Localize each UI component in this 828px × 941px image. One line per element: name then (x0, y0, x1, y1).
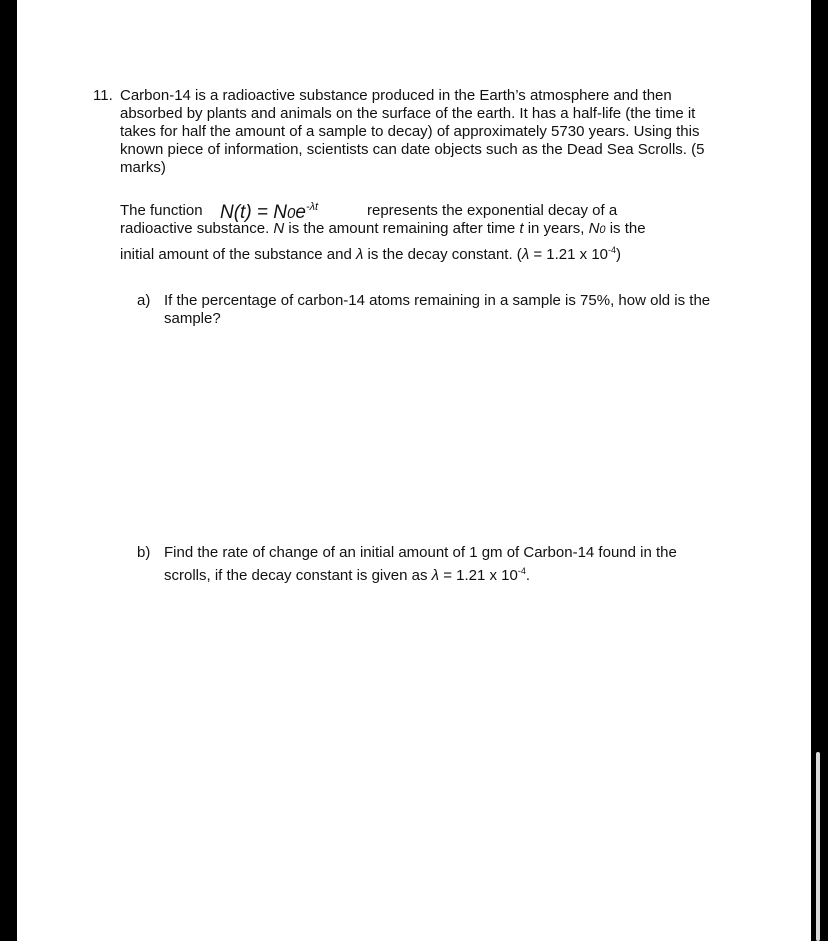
question-number: 11. (93, 87, 113, 104)
decay-constant-exponent: -4 (608, 244, 617, 255)
lambda-symbol: λ (356, 245, 364, 263)
decay-constant-value: = 1.21 x 10 (529, 245, 609, 263)
formula-subscript: 0 (287, 205, 296, 222)
scrollbar[interactable] (816, 752, 820, 941)
function-lead: The function (120, 202, 203, 219)
line2-mid2: in years, (523, 220, 589, 237)
part-b-label: b) (137, 544, 151, 561)
part-b-exponent: -4 (517, 566, 526, 576)
part-b-value: = 1.21 x 10 (439, 567, 518, 584)
part-b-text-start: Find the rate of change of an initial amount of 1 gm of Carbon-14 found in the scrolls, if the decay constant is given as (164, 544, 677, 584)
var-n0-sub: 0 (599, 224, 606, 236)
line3-close: ) (616, 245, 622, 263)
line2-mid: is the amount remaining after time (284, 220, 520, 237)
part-b-lambda: λ (431, 567, 440, 584)
line2-end: is the (605, 220, 646, 237)
function-explanation (120, 219, 720, 264)
line3-start: initial amount of the substance and (120, 245, 356, 263)
part-b-text (164, 544, 724, 585)
decay-formula (220, 196, 318, 225)
part-a-label: a) (137, 292, 151, 309)
function-description (120, 196, 720, 264)
var-n0: N (588, 220, 600, 237)
formula-exponent: -λt (305, 201, 319, 213)
function-line (120, 196, 720, 223)
var-n: N (273, 220, 285, 237)
line3-mid: is the decay constant. ( (363, 245, 522, 263)
part-a-text: If the percentage of carbon-14 atoms remaining in a sample is 75%, how old is the sample? (164, 292, 711, 327)
formula-e: e (295, 202, 306, 223)
part-b-end: . (525, 567, 531, 584)
function-tail: represents the exponential decay of a (367, 202, 618, 219)
question-intro: Carbon-14 is a radioactive substance produced in the Earth’s atmosphere and then absorbed by plants and animals on the surface of the earth. It has a half-life (the time it takes for half the amount of a sample to decay) of approximately 5730 years. Using this known piece of information, scientists can date objects such as the Dead Sea Scrolls. (5 marks) (120, 87, 705, 176)
lambda-symbol-2: λ (521, 245, 530, 263)
formula-prefix: N(t) = N (220, 202, 288, 223)
var-t: t (519, 220, 524, 237)
line2-start: radioactive substance. (120, 220, 274, 237)
